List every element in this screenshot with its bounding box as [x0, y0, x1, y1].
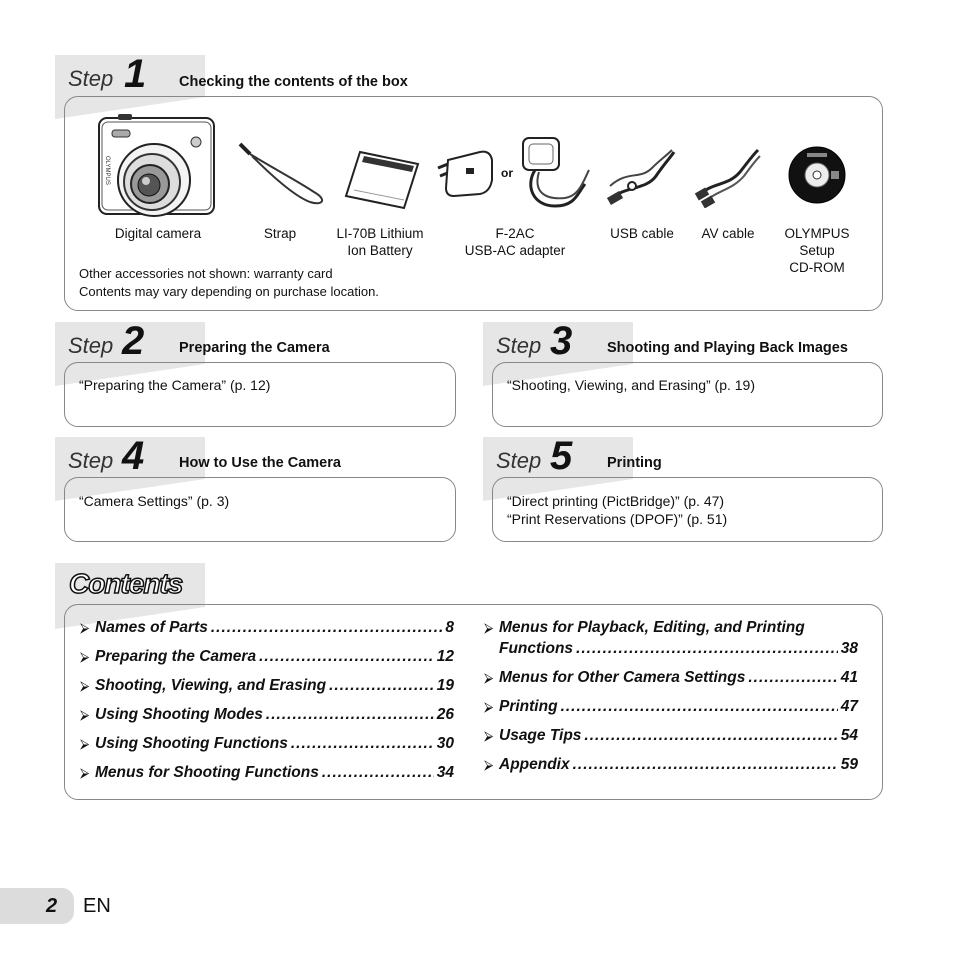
arrow-right-icon: ⮚: [80, 765, 90, 780]
arrow-right-icon: ⮚: [80, 649, 90, 664]
step1-word: Step: [68, 66, 114, 91]
arrow-right-icon: ⮚: [80, 707, 90, 722]
leader-dots: [259, 648, 434, 666]
leader-dots: [329, 677, 434, 695]
toc-title: Using Shooting Modes: [95, 706, 263, 723]
step4-number: 4: [122, 434, 143, 478]
item-label: Strap: [263, 226, 297, 241]
note-line2: Contents may vary depending on purchase location.: [79, 283, 379, 299]
leader-dots: [291, 735, 434, 753]
step3-title: Shooting and Playing Back Images: [607, 340, 848, 356]
leader-dots: [748, 669, 837, 687]
step3-word: Step: [496, 333, 542, 358]
step5-reference-2: “Print Reservations (DPOF)” (p. 51): [507, 511, 728, 527]
arrow-right-icon: ⮚: [80, 736, 90, 751]
item-label: USB cable: [610, 226, 674, 241]
digital-camera-image: [96, 112, 218, 218]
toc-title: Appendix: [499, 756, 570, 773]
item-label-line1: OLYMPUS: [784, 226, 850, 241]
toc-page: 59: [840, 756, 858, 773]
svg-text:OLYMPUS: OLYMPUS: [104, 156, 110, 185]
note-line1: Other accessories not shown: warranty card: [79, 266, 333, 281]
step4-reference: “Camera Settings” (p. 3): [79, 493, 230, 509]
step2-word: Step: [68, 333, 114, 358]
toc-page: 34: [436, 764, 454, 781]
arrow-right-icon: ⮚: [80, 678, 90, 693]
item-strap: [250, 225, 310, 242]
step2-title: Preparing the Camera: [179, 340, 330, 356]
step1-note: [79, 265, 379, 300]
toc-entry[interactable]: [80, 648, 454, 666]
item-label-line1: LI-70B Lithium: [336, 226, 424, 241]
toc-entry[interactable]: [80, 764, 454, 782]
item-adapter: [455, 225, 575, 259]
step4-word: Step: [68, 448, 114, 473]
toc-page: 26: [436, 706, 454, 723]
item-label-line3: CD-ROM: [789, 260, 845, 275]
item-label-line2: USB-AC adapter: [464, 243, 566, 258]
or-label: or: [501, 166, 513, 180]
cd-rom-image: [787, 145, 847, 205]
item-cd-rom: [772, 225, 862, 276]
strap-image: [236, 140, 328, 208]
item-label: AV cable: [701, 226, 755, 241]
toc-entry[interactable]: [80, 677, 454, 695]
arrow-right-icon: ⮚: [484, 757, 494, 772]
arrow-right-icon: ⮚: [484, 670, 494, 685]
step2-number: 2: [122, 319, 143, 363]
toc-title: Shooting, Viewing, and Erasing: [95, 677, 327, 694]
leader-dots: [576, 640, 838, 658]
page-number: 2: [46, 895, 58, 917]
step5-title: Printing: [607, 455, 662, 471]
step5-number: 5: [550, 434, 571, 478]
leader-dots: [584, 727, 837, 745]
step3-number: 3: [550, 319, 571, 363]
arrow-right-icon: ⮚: [80, 620, 90, 635]
step5-reference-1: “Direct printing (PictBridge)” (p. 47): [507, 493, 725, 509]
item-label: Digital camera: [114, 226, 202, 241]
page-number-tab: [0, 888, 74, 924]
contents-heading: Contents: [69, 568, 183, 599]
leader-dots: [573, 756, 838, 774]
step5-word: Step: [496, 448, 542, 473]
arrow-right-icon: ⮚: [484, 620, 494, 635]
toc-page: 12: [436, 648, 454, 665]
toc-page: 30: [436, 735, 454, 752]
step1-title: Checking the contents of the box: [179, 74, 408, 90]
toc-entry[interactable]: [80, 619, 454, 637]
toc-title: Menus for Other Camera Settings: [499, 669, 746, 686]
battery-image: [344, 150, 420, 210]
toc-title: Names of Parts: [95, 619, 208, 636]
toc-entry[interactable]: [484, 756, 858, 774]
leader-dots: [561, 698, 838, 716]
toc-title: Functions: [499, 640, 574, 657]
item-digital-camera: [98, 225, 218, 242]
av-cable-image: [694, 146, 762, 208]
item-label-line2: Setup: [799, 243, 835, 258]
item-battery: [320, 225, 440, 259]
toc-title: Using Shooting Functions: [95, 735, 288, 752]
toc-title: Preparing the Camera: [95, 648, 257, 665]
toc-title: Menus for Playback, Editing, and Printing: [499, 619, 805, 636]
usb-ac-adapter-cable-image: [515, 136, 591, 214]
item-label-line2: Ion Battery: [347, 243, 413, 258]
leader-dots: [322, 764, 434, 782]
arrow-right-icon: ⮚: [484, 728, 494, 743]
toc-page: 19: [436, 677, 454, 694]
toc-entry[interactable]: [80, 706, 454, 724]
toc-page: 54: [840, 727, 858, 744]
step4-title: How to Use the Camera: [179, 455, 341, 471]
item-label-line1: F-2AC: [495, 226, 535, 241]
toc-entry[interactable]: [484, 669, 858, 687]
item-av-cable: [688, 225, 768, 242]
toc-title: Menus for Shooting Functions: [95, 764, 319, 781]
toc-page: 41: [840, 669, 858, 686]
toc-title: Printing: [499, 698, 558, 715]
step1-number: 1: [124, 52, 145, 96]
toc-entry[interactable]: [484, 727, 858, 745]
leader-dots: [266, 706, 434, 724]
step3-reference: “Shooting, Viewing, and Erasing” (p. 19): [507, 377, 755, 393]
language-label: EN: [83, 895, 111, 917]
leader-dots: [211, 619, 443, 637]
toc-entry[interactable]: [484, 698, 858, 716]
arrow-right-icon: ⮚: [484, 699, 494, 714]
toc-entry[interactable]: [484, 640, 858, 658]
usb-cable-image: [606, 146, 678, 208]
toc-title: Usage Tips: [499, 727, 582, 744]
toc-page: 8: [445, 619, 454, 636]
toc-entry-line1[interactable]: [484, 619, 858, 637]
usb-ac-adapter-image: [436, 150, 494, 198]
item-usb-cable: [597, 225, 687, 242]
toc-page: 47: [840, 698, 858, 715]
step2-reference: “Preparing the Camera” (p. 12): [79, 377, 271, 393]
toc-page: 38: [840, 640, 858, 657]
toc-entry[interactable]: [80, 735, 454, 753]
